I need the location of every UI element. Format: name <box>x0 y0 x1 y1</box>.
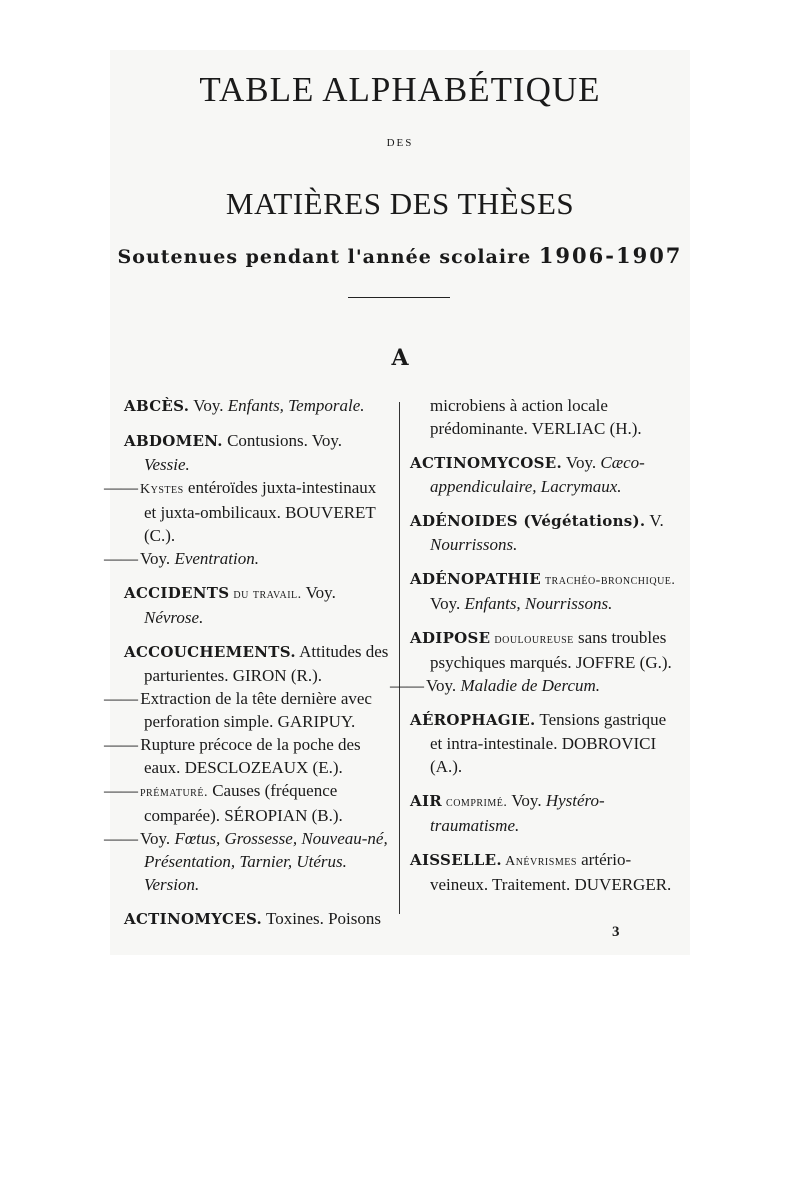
index-subentry: —— Voy. Eventration. <box>104 549 259 568</box>
index-column-right <box>390 394 680 907</box>
section-letter: A <box>391 345 409 371</box>
page-number: 3 <box>612 924 620 940</box>
title-connector: DES <box>386 137 414 149</box>
index-entry: ABCÈS. Voy. Enfants, Temporale. <box>124 396 365 415</box>
academic-year-line <box>0 243 800 268</box>
index-subentry: —— Kystes entéroïdes juxta-intestinaux et juxta-ombilicaux. BOUVERET (C.). <box>104 478 377 545</box>
index-entry: ADÉNOIDES (Végétations). V. Nourrissons. <box>410 511 664 554</box>
soutenues-text: Soutenues pendant l'année scolaire <box>117 246 532 268</box>
index-entry: ACCIDENTS du travail. Voy. Névrose. <box>124 583 336 627</box>
index-entry: ADIPOSE douloureuse sans troubles psychiques marqués. JOFFRE (G.). <box>410 628 672 672</box>
year-range: 1906-1907 <box>538 243 683 268</box>
index-entry: ABDOMEN. Contusions. Voy. Vessie. <box>124 431 343 474</box>
index-entry: AÉROPHAGIE. Tensions gastrique et intra-intestinale. DOBROVICI (A.). <box>410 710 667 776</box>
index-entry: AISSELLE. Anévrismes artério-veineux. Traitement. DUVERGER. <box>410 850 672 894</box>
index-entry: ACTINOMYCOSE. Voy. Cæco-appendiculaire, Lacrymaux. <box>410 453 645 496</box>
index-entry: ADÉNOPATHIE trachéo-bronchique. Voy. Enfants, Nourrissons. <box>410 570 676 613</box>
column-divider <box>399 402 400 914</box>
index-subentry: —— Voy. Maladie de Dercum. <box>390 676 601 695</box>
page-title: TABLE ALPHABÉTIQUE <box>199 70 601 109</box>
title-rule <box>348 297 450 298</box>
index-subentry: —— Extraction de la tête dernière avec perforation simple. GARIPUY. <box>104 689 372 731</box>
index-subentry: —— Rupture précoce de la poche des eaux. DESCLOZEAUX (E.). <box>104 735 361 777</box>
index-subentry: —— prématuré. Causes (fréquence comparée). SÉROPIAN (B.). <box>104 781 343 825</box>
index-entry-continuation: microbiens à action locale prédominante. VERLIAC (H.). <box>430 396 642 438</box>
index-entry: ACTINOMYCES. Toxines. Poisons <box>124 909 382 928</box>
page-subtitle: MATIÈRES DES THÈSES <box>225 186 575 221</box>
index-entry: AIR comprimé. Voy. Hystéro-traumatisme. <box>410 791 605 835</box>
index-entry: ACCOUCHEMENTS. Attitudes des parturientes. GIRON (R.). <box>124 642 389 685</box>
index-subentry: —— Voy. Fœtus, Grossesse, Nouveau-né, Présentation, Tarnier, Utérus. Version. <box>104 829 388 894</box>
index-column-left <box>104 394 390 942</box>
